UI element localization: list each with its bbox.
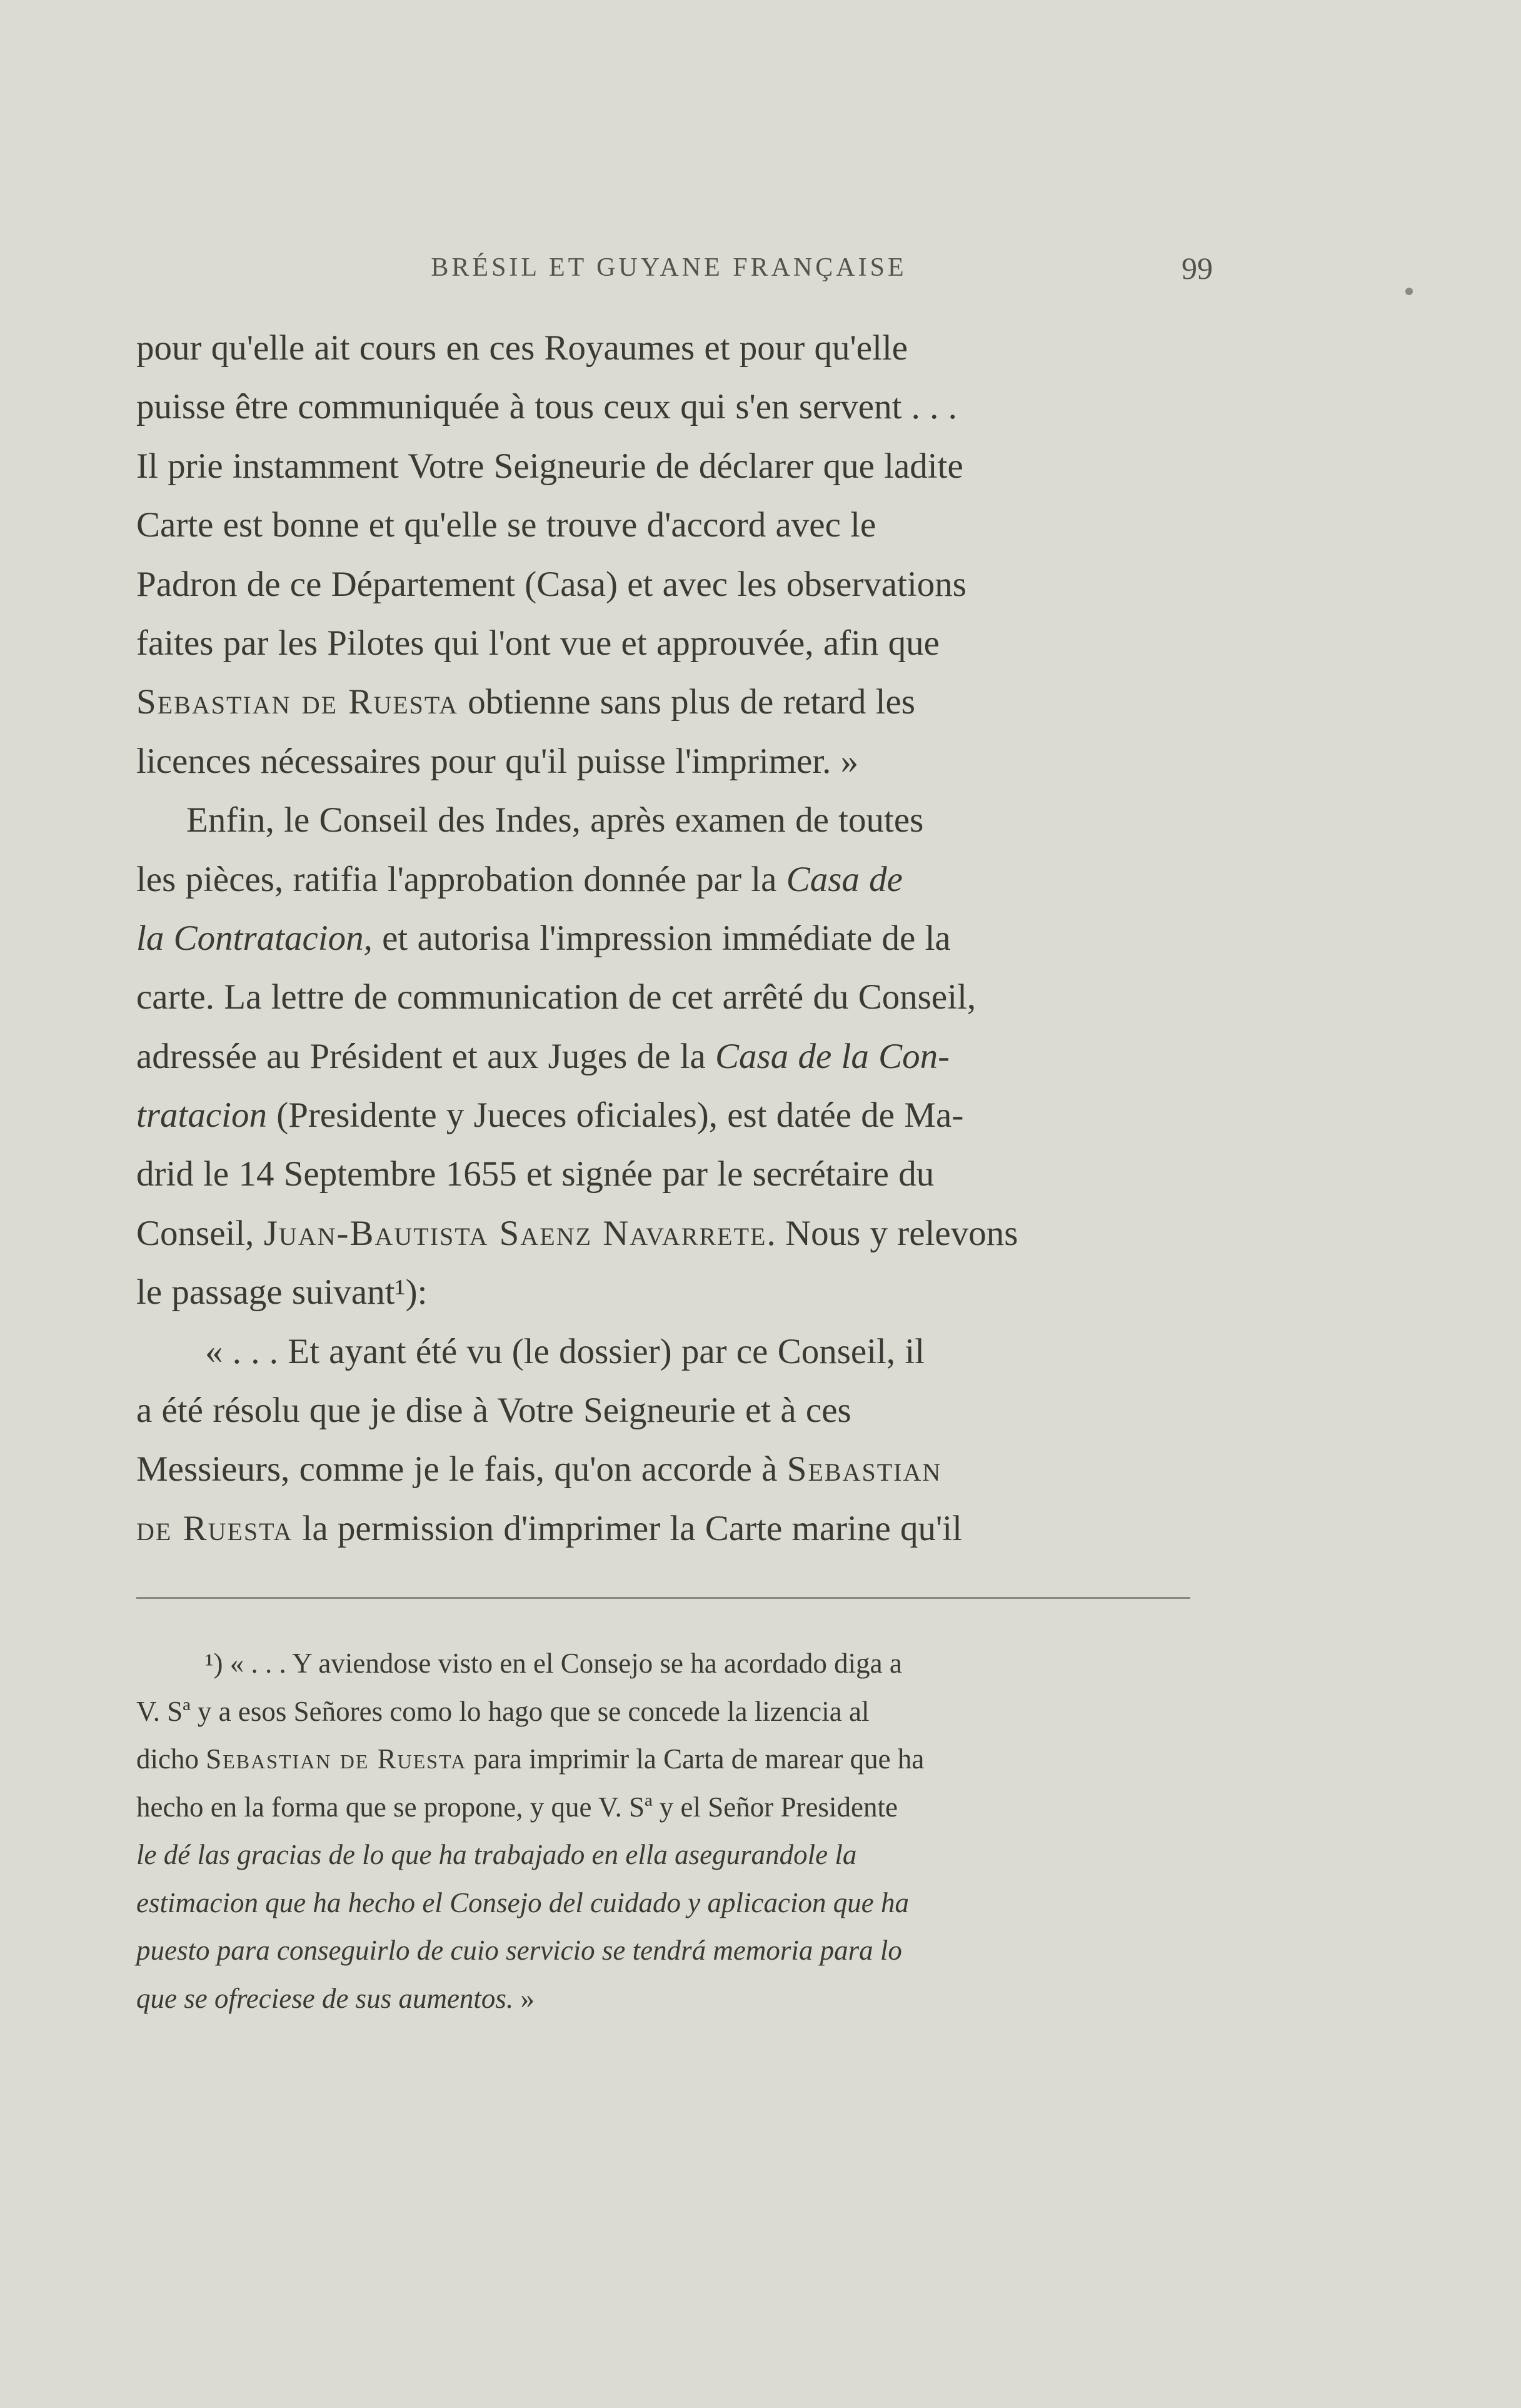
text-line — [136, 1440, 1190, 1499]
text-span: hecho en la forma que se propone, y que V. Sª y el Señor Presidente — [136, 1791, 898, 1823]
text-span: » — [513, 1982, 535, 2014]
text-line — [136, 909, 1190, 968]
text-line — [136, 1263, 1190, 1322]
text-span: puesto para conseguirlo de cuio servicio se tendrá memoria para lo — [136, 1935, 902, 1966]
running-title: BRÉSIL ET GUYANE FRANÇAISE — [431, 253, 907, 282]
italic-term: Casa de — [786, 859, 903, 899]
person-name: Juan-Bautista Saenz Navarrete — [263, 1213, 767, 1253]
text-span: drid le 14 Septembre 1655 et signée par le secrétaire du — [136, 1154, 935, 1194]
text-span: carte. La lettre de communication de cet arrêté du Conseil, — [136, 977, 976, 1017]
footnote-line — [136, 1831, 1190, 1879]
text-line — [136, 614, 1190, 673]
text-span: Messieurs, comme je le fais, qu'on accorde à — [136, 1449, 787, 1489]
text-line — [136, 673, 1190, 732]
text-span: Enfin, le Conseil des Indes, après examen de toutes — [186, 800, 924, 840]
text-span: Padron de ce Département (Casa) et avec les observations — [136, 564, 966, 604]
italic-term: la Contratacion, — [136, 918, 373, 958]
footnote-line — [136, 1640, 1190, 1688]
footnote-line — [136, 1783, 1190, 1831]
text-line — [136, 1204, 1190, 1263]
text-line — [136, 1145, 1190, 1204]
page-header — [138, 250, 1213, 288]
footnote-line — [136, 1975, 1190, 2023]
main-text — [136, 319, 1190, 1558]
paragraph-start — [136, 791, 1190, 850]
text-span: Il prie instamment Votre Seigneurie de déclarer que ladite — [136, 446, 963, 486]
text-span: le dé las gracias de lo que ha trabajado en ella asegurandole la — [136, 1839, 857, 1870]
person-name: Sebastian de Ruesta — [136, 682, 458, 722]
footnote-line — [136, 1879, 1190, 1927]
italic-term: Casa de la Con- — [715, 1036, 950, 1076]
text-span: V. Sª y a esos Señores como lo hago que se concede la lizencia al — [136, 1695, 870, 1727]
text-span: et autorisa l'impression immédiate de la — [372, 918, 951, 958]
footnote-line — [136, 1688, 1190, 1736]
text-span: ¹) « . . . Y aviendose visto en el Consejo se ha acordado diga a — [205, 1648, 902, 1679]
text-span: estimacion que ha hecho el Consejo del cuidado y aplicacion que ha — [136, 1887, 909, 1918]
text-span: (Presidente y Jueces oficiales), est datée de Ma- — [267, 1096, 964, 1136]
text-span: Conseil, — [136, 1213, 264, 1253]
footnote — [136, 1640, 1190, 2022]
text-span: a été résolu que je dise à Votre Seigneurie et à ces — [136, 1391, 851, 1431]
person-name: Sebastian de Ruesta — [206, 1743, 467, 1775]
text-line — [136, 319, 1190, 378]
text-line — [136, 1027, 1190, 1086]
person-name: de Ruesta — [136, 1508, 293, 1548]
text-line — [136, 1499, 1190, 1558]
paragraph-start — [136, 1322, 1190, 1381]
text-span: para imprimir la Carta de marear que ha — [466, 1743, 925, 1775]
page-number: 99 — [1182, 251, 1213, 286]
footnote-divider — [136, 1597, 1190, 1599]
text-line — [136, 437, 1190, 496]
printer-mark — [1405, 288, 1413, 295]
text-span: faites par les Pilotes qui l'ont vue et approuvée, afin que — [136, 623, 940, 663]
text-span: Carte est bonne et qu'elle se trouve d'accord avec le — [136, 505, 876, 545]
text-span: dicho — [136, 1743, 206, 1775]
text-span: licences nécessaires pour qu'il puisse l'imprimer. » — [136, 741, 859, 781]
italic-term: tratacion — [136, 1096, 267, 1136]
footnote-line — [136, 1735, 1190, 1783]
text-span: la permission d'imprimer la Carte marine qu'il — [293, 1508, 962, 1548]
text-span: . Nous y relevons — [766, 1213, 1018, 1253]
text-line — [136, 496, 1190, 555]
text-line — [136, 378, 1190, 436]
footnote-line — [136, 1927, 1190, 1975]
text-line — [136, 732, 1190, 791]
text-span: les pièces, ratifia l'approbation donnée par la — [136, 859, 786, 899]
text-span: le passage suivant¹): — [136, 1272, 428, 1312]
text-span: « . . . Et ayant été vu (le dossier) par ce Conseil, il — [205, 1331, 925, 1371]
text-span: obtienne sans plus de retard les — [458, 682, 915, 722]
text-span: pour qu'elle ait cours en ces Royaumes et pour qu'elle — [136, 328, 908, 368]
text-line — [136, 968, 1190, 1027]
text-line — [136, 850, 1190, 909]
text-line — [136, 1381, 1190, 1440]
text-span: puisse être communiquée à tous ceux qui s'en servent . . . — [136, 387, 957, 427]
text-line — [136, 1086, 1190, 1145]
text-span: que se ofreciese de sus aumentos. — [136, 1982, 514, 2014]
person-name: Sebastian — [786, 1449, 942, 1489]
text-line — [136, 555, 1190, 614]
text-span: adressée au Président et aux Juges de la — [136, 1036, 716, 1076]
